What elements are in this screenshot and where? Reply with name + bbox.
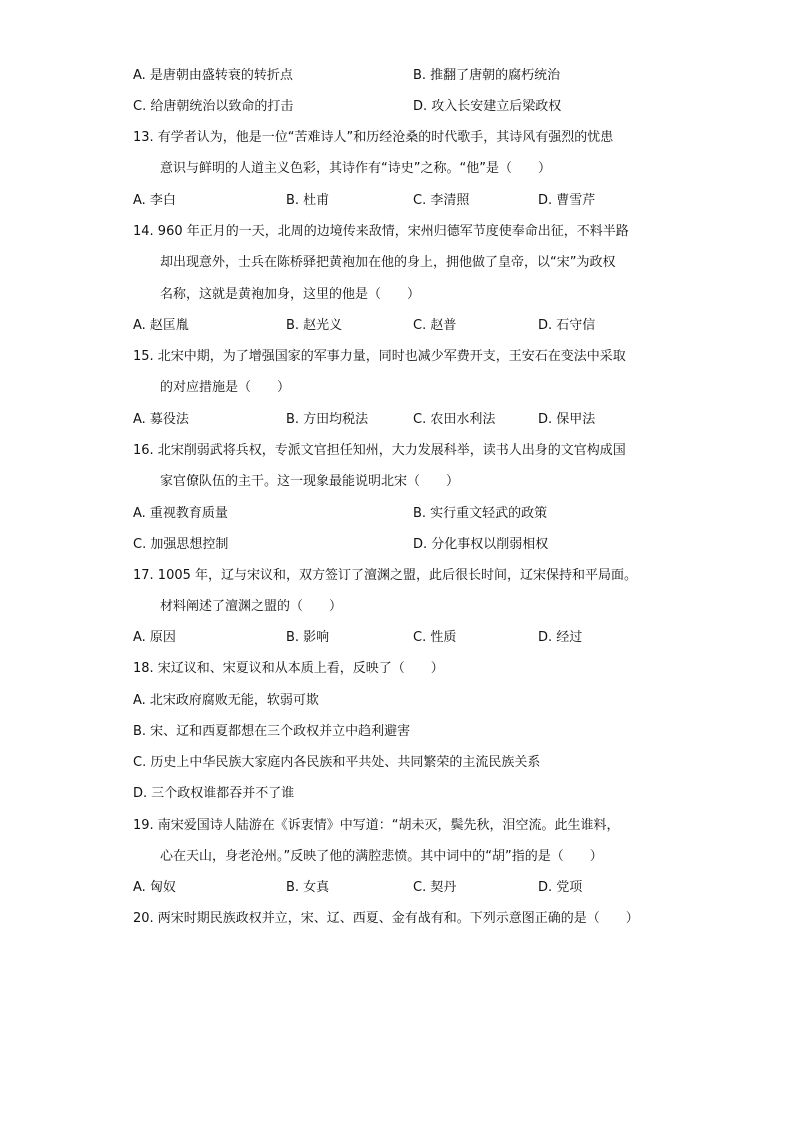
q19-option-a: A. 匈奴 <box>133 880 176 895</box>
q16-stem-line-2: 家官僚队伍的主干。这一现象最能说明北宋（ ） <box>160 474 460 489</box>
q14-option-a: A. 赵匡胤 <box>133 318 189 333</box>
q14-stem-line-3: 名称，这就是黄袍加身，这里的他是（ ） <box>160 287 421 302</box>
q12-option-b: B. 推翻了唐朝的腐朽统治 <box>413 68 561 83</box>
q18-option-c: C. 历史上中华民族大家庭内各民族和平共处、共同繁荣的主流民族关系 <box>133 755 541 770</box>
q19-stem-line-1: 19. 南宋爱国诗人陆游在《诉衷情》中写道：“胡未灭，鬓先秋，泪空流。此生谁料， <box>133 818 620 833</box>
q15-option-c: C. 农田水利法 <box>413 412 496 427</box>
q13-option-a: A. 李白 <box>133 193 176 208</box>
q12-option-d: D. 攻入长安建立后梁政权 <box>413 99 562 114</box>
q17-stem-line-2: 材料阐述了澶渊之盟的（ ） <box>160 599 343 614</box>
q14-stem-line-1: 14. 960 年正月的一天，北周的边境传来敌情，宋州归德军节度使奉命出征，不料半路 <box>133 224 629 239</box>
q20-stem-line-1: 20. 两宋时期民族政权并立，宋、辽、西夏、金有战有和。下列示意图正确的是（ ） <box>133 911 639 926</box>
q15-stem-line-1: 15. 北宋中期，为了增强国家的军事力量，同时也减少军费开支，王安石在变法中采取 <box>133 349 626 364</box>
q13-option-b: B. 杜甫 <box>286 193 330 208</box>
q14-stem-line-2: 却出现意外，士兵在陈桥驿把黄袍加在他的身上，拥他做了皇帝，以“宋”为政权 <box>160 255 616 270</box>
q15-option-d: D. 保甲法 <box>538 412 596 427</box>
q19-option-d: D. 党项 <box>538 880 583 895</box>
q18-stem-line-1: 18. 宋辽议和、宋夏议和从本质上看，反映了（ ） <box>133 661 444 676</box>
q19-stem-line-2: 心在天山，身老沧州。”反映了他的满腔悲愤。其中词中的“胡”指的是（ ） <box>160 849 603 864</box>
q16-option-a: A. 重视教育质量 <box>133 506 228 521</box>
q18-option-b: B. 宋、辽和西夏都想在三个政权并立中趋利避害 <box>133 724 411 739</box>
q16-stem-line-1: 16. 北宋削弱武将兵权，专派文官担任知州，大力发展科举，读书人出身的文官构成国 <box>133 443 626 458</box>
q17-option-d: D. 经过 <box>538 630 583 645</box>
q14-option-d: D. 石守信 <box>538 318 596 333</box>
q15-option-b: B. 方田均税法 <box>286 412 369 427</box>
q16-option-b: B. 实行重文轻武的政策 <box>413 506 548 521</box>
q17-option-b: B. 影响 <box>286 630 330 645</box>
q13-option-d: D. 曹雪芹 <box>538 193 596 208</box>
q18-option-d: D. 三个政权谁都吞并不了谁 <box>133 786 295 801</box>
q18-option-a: A. 北宋政府腐败无能，软弱可欺 <box>133 693 319 708</box>
q15-option-a: A. 募役法 <box>133 412 189 427</box>
q13-stem-line-1: 13. 有学者认为，他是一位“苦难诗人”和历经沧桑的时代歌手，其诗风有强烈的忧患 <box>133 130 614 145</box>
q17-stem-line-1: 17. 1005 年，辽与宋议和，双方签订了澶渊之盟，此后很长时间，辽宋保持和平局面。 <box>133 568 638 583</box>
q19-option-b: B. 女真 <box>286 880 330 895</box>
q13-stem-line-2: 意识与鲜明的人道主义色彩，其诗作有“诗史”之称。“他”是（ ） <box>160 161 551 176</box>
q17-option-c: C. 性质 <box>413 630 457 645</box>
q19-option-c: C. 契丹 <box>413 880 457 895</box>
q13-option-c: C. 李清照 <box>413 193 470 208</box>
q12-option-c: C. 给唐朝统治以致命的打击 <box>133 99 294 114</box>
q14-option-b: B. 赵光义 <box>286 318 343 333</box>
q17-option-a: A. 原因 <box>133 630 176 645</box>
q16-option-c: C. 加强思想控制 <box>133 537 229 552</box>
q12-option-a: A. 是唐朝由盛转衰的转折点 <box>133 68 293 83</box>
q15-stem-line-2: 的对应措施是（ ） <box>160 380 291 395</box>
q14-option-c: C. 赵普 <box>413 318 457 333</box>
q16-option-d: D. 分化事权以削弱相权 <box>413 537 549 552</box>
